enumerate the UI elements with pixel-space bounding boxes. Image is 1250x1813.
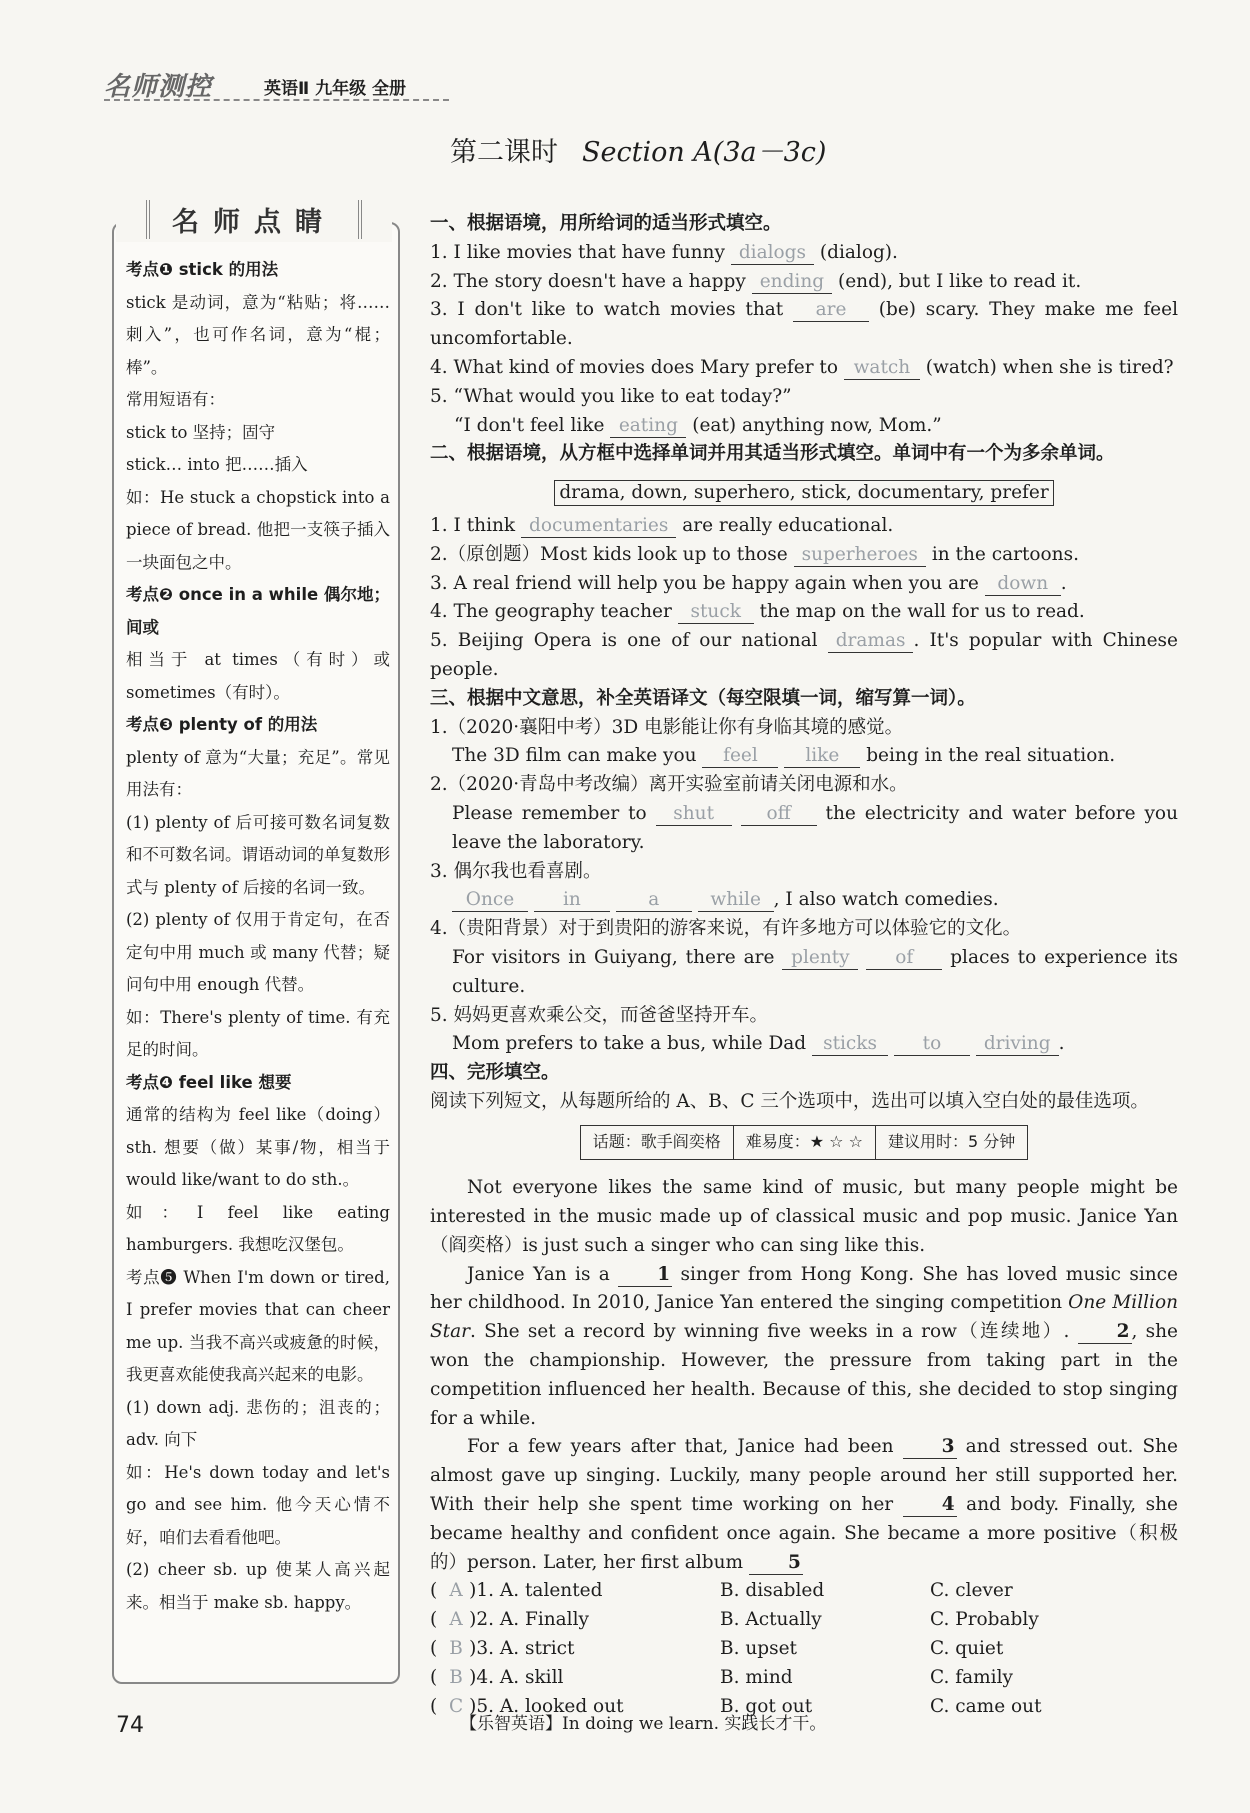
answer-blank[interactable]: are	[793, 299, 869, 322]
passage-paragraph: Janice Yan is a 1 singer from Hong Kong. She has loved music since her childhood. In 2010, Janice Yan entered the singing competition One Million Star. She set a record by winning five weeks in a row（连续地）. 2 , she won the championship. However, the pressure from taking part in the competition influenced her health. Because of this, she decided to stop singing for a while.	[430, 1263, 1178, 1429]
tip-text: 通常的结构为 feel like（doing）sth. 想要（做）某事/物，相当于 would like/want to do sth.。	[126, 1105, 390, 1189]
exercise-column	[430, 210, 1178, 1721]
question: 4. What kind of movies does Mary prefer to watch (watch) when she is tired?	[430, 356, 1174, 378]
answer-blank[interactable]: dialogs	[731, 242, 814, 265]
answer-blank[interactable]: sticks	[812, 1033, 888, 1056]
question: “I don't feel like eating (eat) anything now, Mom.”	[454, 414, 942, 436]
options-list	[430, 1577, 1178, 1721]
question: 3. A real friend will help you be happy again when you are down .	[430, 572, 1067, 594]
question: 1. I think documentaries are really educational.	[430, 514, 894, 536]
question-cn: 4.（贵阳背景）对于到贵阳的游客来说，有许多地方可以体验它的文化。	[430, 918, 1022, 940]
answer-choice[interactable]: A	[449, 1580, 463, 1602]
answer-blank[interactable]: feel	[702, 745, 778, 768]
question-cn: 3. 偶尔我也看喜剧。	[430, 860, 602, 882]
header-divider	[104, 99, 449, 101]
question: For visitors in Guiyang, there are plenty of places to experience its culture.	[452, 946, 1178, 997]
question-cn: 2.（2020·青岛中考改编）离开实验室前请关闭电源和水。	[430, 774, 908, 796]
section-heading: 四、完形填空。	[430, 1062, 560, 1084]
answer-choice[interactable]: C	[449, 1695, 464, 1717]
answer-blank[interactable]: driving	[976, 1033, 1059, 1056]
tip-point-3: 考点❸ plenty of 的用法	[126, 715, 318, 734]
cloze-blank[interactable]: 2	[1078, 1321, 1132, 1344]
tips-badge	[116, 198, 392, 242]
answer-blank[interactable]: watch	[844, 357, 920, 380]
brand-logo: 名师测控	[104, 72, 213, 102]
answer-blank[interactable]: Once	[452, 889, 528, 912]
option-row: ( C )5. A. looked out B. got out C. came out	[430, 1693, 1178, 1722]
instructions: 阅读下列短文，从每题所给的 A、B、C 三个选项中，选出可以填入空白处的最佳选项。	[430, 1090, 1149, 1112]
cloze-blank[interactable]: 5	[749, 1552, 803, 1575]
tip-point-2: 考点❷ once in a while 偶尔地；间或	[126, 585, 390, 637]
question: 4. The geography teacher stuck the map on the wall for us to read.	[430, 601, 1085, 623]
tip-text: stick… into 把……插入	[126, 455, 308, 474]
word-box	[430, 479, 1178, 508]
answer-blank[interactable]: shut	[656, 803, 732, 826]
tip-text: 常用短语有：	[126, 390, 225, 409]
page-header	[104, 66, 1184, 100]
tip-text: stick 是动词，意为“粘贴；将……刺入”，也可作名词，意为“棍；棒”。	[126, 292, 390, 377]
question: The 3D film can make you feel like being in the real situation.	[452, 745, 1116, 767]
tip-example: 如：He's down today and let's go and see him. 他今天心情不好，咱们去看看他吧。	[126, 1462, 390, 1547]
tip-example: 如：I feel like eating hamburgers. 我想吃汉堡包。	[126, 1202, 390, 1254]
tip-point-4: 考点❹ feel like 想要	[126, 1072, 292, 1092]
tip-point-1: 考点❶ stick 的用法	[126, 260, 279, 279]
question: 2.（原创题）Most kids look up to those superheroes in the cartoons.	[430, 543, 1079, 565]
answer-choice[interactable]: B	[449, 1666, 463, 1688]
answer-blank[interactable]: a	[616, 889, 692, 912]
answer-blank[interactable]: down	[985, 573, 1061, 596]
answer-choice[interactable]: B	[449, 1638, 463, 1660]
answer-blank[interactable]: off	[741, 803, 817, 826]
page-number: 74	[116, 1713, 144, 1738]
tip-example: 如：There's plenty of time. 有充足的时间。	[126, 1007, 390, 1059]
question: 2. The story doesn't have a happy ending (end), but I like to read it.	[430, 270, 1082, 292]
question-cn: 1.（2020·襄阳中考）3D 电影能让你有身临其境的感觉。	[430, 716, 904, 738]
question: Once in a while , I also watch comedies.	[430, 886, 1178, 915]
tip-text: (1) plenty of 后可接可数名词复数和不可数名词。谓语动词的单复数形式与 plenty of 后接的名词一致。	[126, 812, 390, 897]
tip-point-5: 考点❺ When I'm down or tired, I prefer movies that can cheer me up. 当我不高兴或疲惫的时候，我更喜欢能使我高兴起来的电影。	[126, 1267, 390, 1384]
tip-text: (2) plenty of 仅用于肯定句，在否定句中用 much 或 many 代替；疑问句中用 enough 代替。	[126, 910, 390, 994]
answer-blank[interactable]: in	[534, 889, 610, 912]
tip-example: 如：He stuck a chopstick into a piece of bread. 他把一支筷子插入一块面包之中。	[126, 487, 390, 572]
question: Please remember to shut off the electricity and water before you leave the laboratory.	[452, 802, 1178, 853]
cloze-blank[interactable]: 3	[903, 1436, 957, 1459]
question-cn: 5. 妈妈更喜欢乘公交，而爸爸坚持开车。	[430, 1004, 769, 1026]
passage-paragraph: Not everyone likes the same kind of music, but many people might be interested in the music made up of classical music and pop music. Janice Yan（阎奕格）is just such a singer who can sing like this.	[430, 1177, 1178, 1256]
passage-paragraph: For a few years after that, Janice had been 3 and stressed out. She almost gave up singing. Luckily, many people around her still supported her. With their help she spent time working on her 4 and body. Finally, she became healthy and confident once again. She became a more positive（积极的）person. Later, her first album 5	[430, 1436, 1178, 1573]
answer-blank[interactable]: dramas	[828, 630, 914, 653]
answer-blank[interactable]: documentaries	[521, 515, 676, 538]
answer-blank[interactable]: while	[698, 889, 774, 912]
answer-blank[interactable]: to	[894, 1033, 970, 1056]
cloze-blank[interactable]: 4	[903, 1494, 957, 1517]
question: 3. I don't like to watch movies that are (be) scary. They make me feel uncomfortable.	[430, 299, 1178, 350]
answer-blank[interactable]: like	[784, 745, 860, 768]
answer-blank[interactable]: plenty	[782, 947, 858, 970]
option-row: ( B )4. A. skill B. mind C. family	[430, 1664, 1178, 1693]
tip-text: 相当于 at times（有时）或 sometimes（有时）。	[126, 650, 390, 702]
tip-text: (1) down adj. 悲伤的；沮丧的；adv. 向下	[126, 1397, 390, 1449]
tip-text: (2) cheer sb. up 使某人高兴起来。相当于 make sb. happy。	[126, 1560, 390, 1612]
section-heading: 三、根据中文意思，补全英语译文（每空限填一词，缩写算一词）。	[430, 687, 976, 709]
answer-blank[interactable]: of	[866, 947, 942, 970]
lesson-title	[450, 130, 826, 169]
question: 5. “What would you like to eat today?”	[430, 385, 792, 407]
footer-slogan: 【乐智英语】In doing we learn. 实践长才干。	[460, 1714, 827, 1734]
info-box	[430, 1125, 1178, 1167]
section-heading: 二、根据语境，从方框中选择单词并用其适当形式填空。单词中有一个为多余单词。	[430, 443, 1115, 465]
answer-blank[interactable]: stuck	[678, 601, 754, 624]
tip-text: stick to 坚持；固守	[126, 422, 276, 442]
tip-text: plenty of 意为“大量；充足”。常见用法有：	[126, 747, 390, 799]
answer-choice[interactable]: A	[449, 1609, 463, 1631]
difficulty-cell: 难易度：★ ☆ ☆	[733, 1125, 875, 1159]
answer-blank[interactable]: eating	[610, 415, 686, 438]
answer-blank[interactable]: ending	[752, 271, 832, 294]
lesson-title-cn: 第二课时	[450, 137, 558, 168]
question: 5. Beijing Opera is one of our national dramas . It's popular with Chinese people.	[430, 630, 1178, 680]
section-heading: 一、根据语境，用所给词的适当形式填空。	[430, 213, 782, 234]
question: Mom prefers to take a bus, while Dad sticks to driving .	[452, 1033, 1065, 1055]
option-row: ( A )1. A. talented B. disabled C. clever	[430, 1577, 1178, 1606]
tips-badge-label: 名师点睛	[146, 200, 362, 239]
option-row: ( B )3. A. strict B. upset C. quiet	[430, 1635, 1178, 1664]
lesson-title-en: Section A(3a－3c)	[582, 137, 827, 168]
answer-blank[interactable]: superheroes	[794, 544, 926, 567]
word-box-text: drama, down, superhero, stick, documentary, prefer	[554, 480, 1053, 506]
question: 1. I like movies that have funny dialogs (dialog).	[430, 241, 898, 263]
cloze-blank[interactable]: 1	[618, 1264, 672, 1287]
book-crumb: 英语Ⅱ 九年级 全册	[264, 79, 407, 99]
topic-cell: 话题：歌手阎奕格	[580, 1125, 733, 1159]
time-cell: 建议用时：5 分钟	[875, 1125, 1027, 1159]
tips-body	[126, 254, 390, 1619]
option-row: ( A )2. A. Finally B. Actually C. Probably	[430, 1606, 1178, 1635]
